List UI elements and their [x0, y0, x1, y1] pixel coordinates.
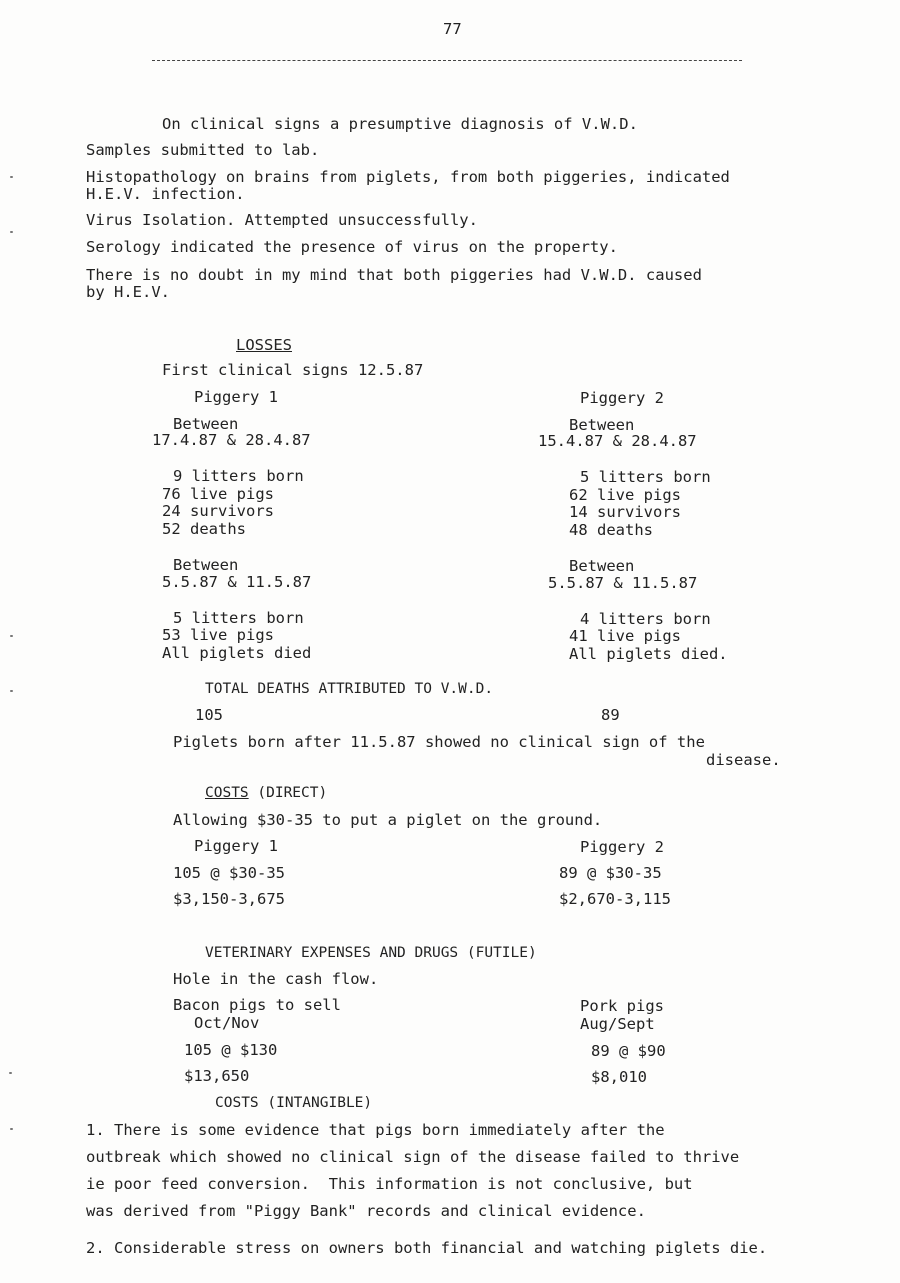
p2-period2-stat: 41 live pigs: [569, 627, 681, 645]
intro-line: On clinical signs a presumptive diagnosis of V.W.D.: [162, 115, 638, 133]
p1-period2-stat: All piglets died: [162, 644, 312, 662]
pork-pigs-period: Aug/Sept: [580, 1015, 655, 1033]
header-rule: [152, 60, 742, 61]
costs-piggery1-title: Piggery 1: [194, 837, 278, 855]
intro-line: There is no doubt in my mind that both piggeries had V.W.D. caused: [86, 266, 702, 284]
p2-period1-stat: 5 litters born: [580, 468, 711, 486]
scan-speck: [10, 635, 13, 637]
intro-line: Virus Isolation. Attempted unsuccessfully.: [86, 211, 478, 229]
pork-pigs-label: Pork pigs: [580, 997, 664, 1015]
p1-period1-stat: 9 litters born: [173, 467, 304, 485]
p1-period2-between: Between: [173, 556, 239, 574]
veterinary-heading: VETERINARY EXPENSES AND DRUGS (FUTILE): [205, 945, 537, 961]
p2-period1-between: Between: [569, 416, 635, 434]
costs-piggery2-total: $2,670-3,115: [559, 890, 671, 908]
p1-period1-stat: 52 deaths: [162, 520, 246, 538]
p2-period1-stat: 62 live pigs: [569, 486, 681, 504]
scan-speck: [10, 176, 13, 178]
p1-period1-dates: 17.4.87 & 28.4.87: [152, 431, 311, 449]
p2-period1-stat: 14 survivors: [569, 503, 681, 521]
pork-pigs-total: $8,010: [591, 1068, 647, 1086]
p2-period1-dates: 15.4.87 & 28.4.87: [538, 432, 697, 450]
scan-speck: [10, 690, 13, 692]
p2-period2-stat: All piglets died.: [569, 645, 728, 663]
total-deaths-piggery2: 89: [601, 706, 620, 724]
bacon-pigs-total: $13,650: [184, 1067, 250, 1085]
piglets-note: Piglets born after 11.5.87 showed no clinical sign of the: [173, 733, 705, 751]
costs-piggery2-title: Piggery 2: [580, 838, 664, 856]
p1-period1-stat: 24 survivors: [162, 502, 274, 520]
intro-line: by H.E.V.: [86, 283, 170, 301]
bacon-pigs-label: Bacon pigs to sell: [173, 996, 341, 1014]
p1-period2-stat: 5 litters born: [173, 609, 304, 627]
intangible-item1-line: outbreak which showed no clinical sign of the disease failed to thrive: [86, 1148, 740, 1166]
scan-speck: [10, 1128, 13, 1130]
p1-period1-between: Between: [173, 415, 239, 433]
intro-line: Histopathology on brains from piglets, from both piggeries, indicated: [86, 168, 730, 186]
bacon-pigs-period: Oct/Nov: [194, 1014, 260, 1032]
p1-period2-stat: 53 live pigs: [162, 626, 274, 644]
costs-piggery1-total: $3,150-3,675: [173, 890, 285, 908]
intro-line: Serology indicated the presence of virus on the property.: [86, 238, 618, 256]
piglets-note-cont: disease.: [706, 751, 781, 769]
costs-piggery1-calc: 105 @ $30-35: [173, 864, 285, 882]
first-clinical-signs: First clinical signs 12.5.87: [162, 361, 424, 379]
pork-pigs-calc: 89 @ $90: [591, 1042, 666, 1060]
bacon-pigs-calc: 105 @ $130: [184, 1041, 278, 1059]
intro-line: Samples submitted to lab.: [86, 141, 320, 159]
intro-line: H.E.V. infection.: [86, 185, 245, 203]
costs-piggery2-calc: 89 @ $30-35: [559, 864, 662, 882]
costs-direct-heading-underlined: COSTS: [205, 785, 249, 801]
cash-flow-line: Hole in the cash flow.: [173, 970, 379, 988]
p2-period2-stat: 4 litters born: [580, 610, 711, 628]
intangible-item2: 2. Considerable stress on owners both financial and watching piglets die.: [86, 1239, 768, 1257]
scan-speck: [9, 1072, 12, 1074]
p2-period1-stat: 48 deaths: [569, 521, 653, 539]
scan-speck: [10, 231, 13, 233]
p1-period2-dates: 5.5.87 & 11.5.87: [162, 573, 312, 591]
allowing-line: Allowing $30-35 to put a piglet on the ground.: [173, 811, 603, 829]
p1-period1-stat: 76 live pigs: [162, 485, 274, 503]
losses-heading: LOSSES: [236, 336, 292, 354]
intangible-item1-line: ie poor feed conversion. This information is not conclusive, but: [86, 1175, 693, 1193]
total-deaths-heading: TOTAL DEATHS ATTRIBUTED TO V.W.D.: [205, 681, 494, 697]
page-number: 77: [443, 20, 462, 38]
costs-direct-heading-rest: (DIRECT): [248, 785, 328, 801]
piggery2-title: Piggery 2: [580, 389, 664, 407]
costs-intangible-heading: COSTS (INTANGIBLE): [215, 1095, 373, 1111]
piggery1-title: Piggery 1: [194, 388, 278, 406]
total-deaths-piggery1: 105: [195, 706, 223, 724]
p2-period2-dates: 5.5.87 & 11.5.87: [548, 574, 698, 592]
p2-period2-between: Between: [569, 557, 635, 575]
costs-direct-heading: [205, 784, 327, 802]
intangible-item1-line: 1. There is some evidence that pigs born immediately after the: [86, 1121, 665, 1139]
intangible-item1-line: was derived from "Piggy Bank" records and clinical evidence.: [86, 1202, 646, 1220]
